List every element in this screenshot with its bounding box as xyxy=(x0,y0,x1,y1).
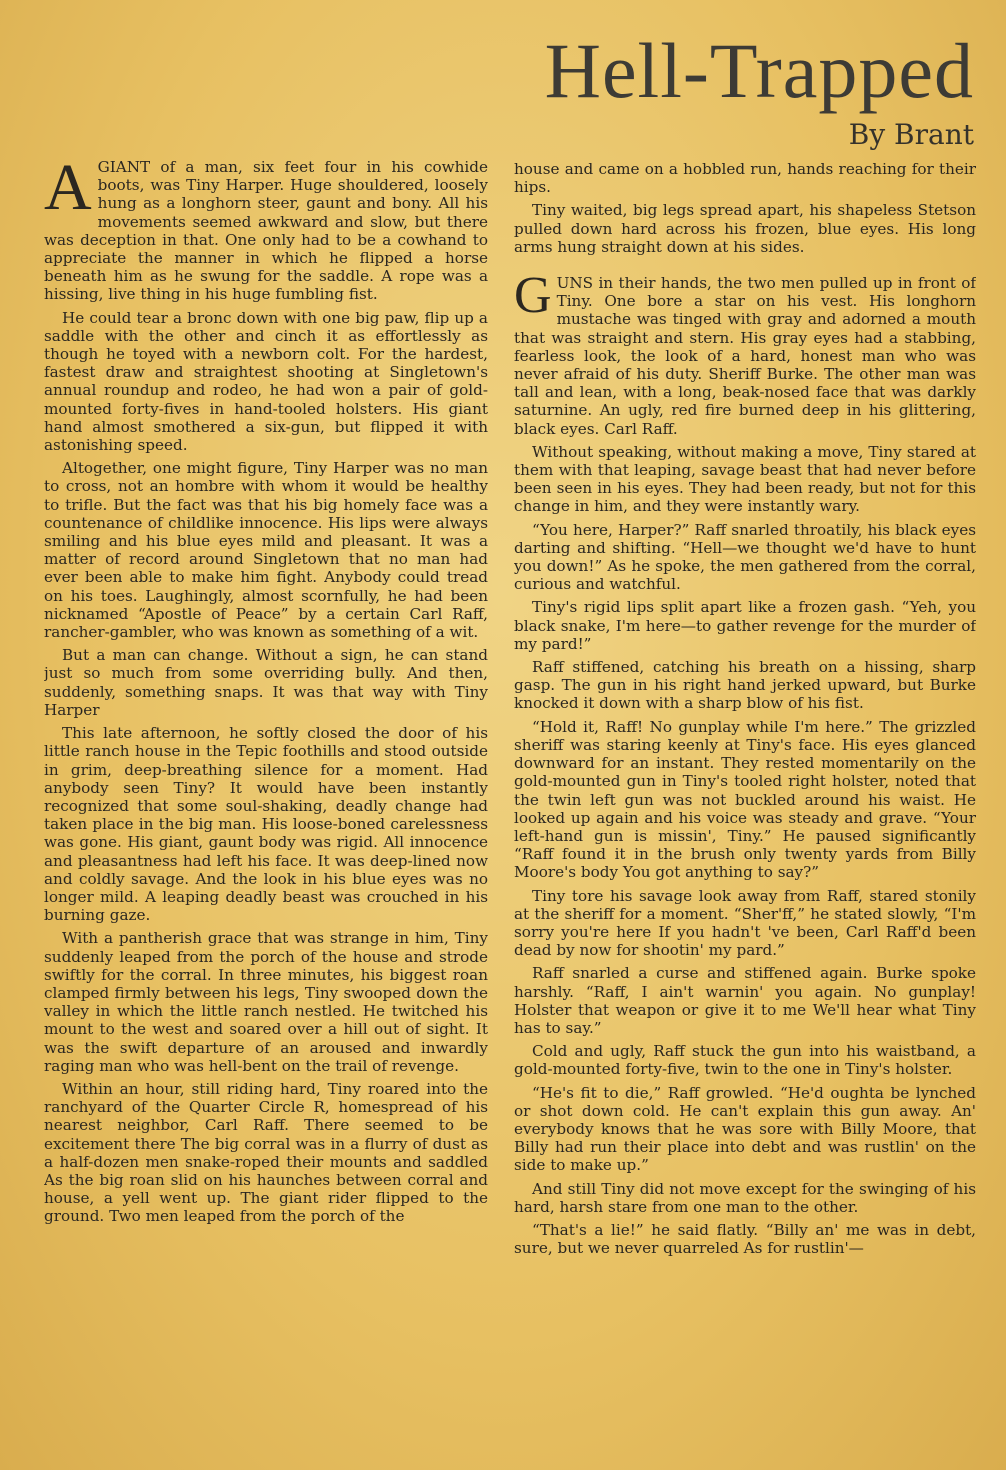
paragraph: Altogether, one might figure, Tiny Harper was no man to cross, not an hombre with whom it would be healthy to trifle. But the fact was that his big homely face was a countenance of childlike innocence. His lips were always smiling and his blue eyes mild and pleasant. It was a matter of record around Singletown that no man had ever been able to make him fight. Anybody could tread on his toes. Laughingly, almost scornfully, he had been nicknamed “Apostle of Peace” by a certain Carl Raff, rancher-gambler, who was known as something of a wit. xyxy=(44,459,488,642)
paragraph: Within an hour, still riding hard, Tiny roared into the ranchyard of the Quarter Circle R, homespread of his nearest neighbor, Carl Raff. There seemed to be excitement there The big corral was in a flurry of dust as a half-dozen men snake-roped their mounts and saddled As the big roan slid on his haunches between corral and house, a yell went up. The giant rider flipped to the ground. Two men leaped from the porch of the xyxy=(44,1079,488,1226)
paragraph: And still Tiny did not move except for the swinging of his hard, harsh stare from one man to the other. xyxy=(514,1179,976,1216)
author-byline: By Brant xyxy=(848,118,974,151)
paragraph: With a pantherish grace that was strange in him, Tiny suddenly leaped from the porch of the house and strode swiftly for the corral. In three minutes, his biggest roan clamped firmly between his legs, Tiny swooped down the valley in which the little ranch nestled. He twitched his mount to the west and soared over a hill out of sight. It was the swift departure of an aroused and inwardly raging man who was hell-bent on the trail of revenge. xyxy=(44,929,488,1075)
paragraph: Without speaking, without making a move, Tiny stared at them with that leaping, savage beast that had never before been seen in his eyes. They had been ready, but not for this change in him, and they were instantly wary. xyxy=(514,442,976,516)
paragraph: “You here, Harper?” Raff snarled throatily, his black eyes darting and shifting. “Hell—we thought we'd have to hunt you down!” As he spoke, the men gathered from the corral, curious and watchful. xyxy=(514,520,976,594)
paragraph-text: of a man, six feet four in his cowhide boots, was Tiny Harper. Huge shouldered, loosely hung as a longhorn steer, gaunt and bony. All his movements seemed awkward and slow, but there was deception in that. One only had to be a cowhand to appreciate the manner in which he flipped a horse beneath him as he swung for the saddle. A rope was a hissing, live thing in his huge fumbling fist. xyxy=(44,158,488,304)
paragraph-text: in their hands, the two men pulled up in front of Tiny. One bore a star on his vest. His longhorn mustache was tinged with gray and adorned a mouth that was straight and stern. His gray eyes had a stabbing, fearless look, the look of a hard, honest man who was never afraid of his duty. Sheriff Burke. The other man was tall and lean, with a long, beak-nosed face that was darkly saturnine. An ugly, red fire burned deep in his glittering, black eyes. Carl Raff. xyxy=(514,274,976,438)
paragraph: “He's fit to die,” Raff growled. “He'd oughta be lynched or shot down cold. He can't explain this gun away. An' everybody knows that he was sore with Billy Moore, that Billy had run their place into debt and was rustlin' on the side to make up.” xyxy=(514,1083,976,1175)
paragraph: “That's a lie!” he said flatly. “Billy an' me was in debt, sure, but we never quarreled As for rustlin'— xyxy=(514,1220,976,1258)
right-column xyxy=(514,160,976,1450)
paragraph: He could tear a bronc down with one big paw, flip up a saddle with the other and cinch it as effortlessly as though he toyed with a newborn colt. For the hardest, fastest draw and straightest shooting at Singletown's annual roundup and rodeo, he had won a pair of gold-mounted forty-fives in hand-tooled holsters. His giant hand almost smothered a six-gun, but flipped it with astonishing speed. xyxy=(44,308,488,455)
drop-cap: A xyxy=(44,158,92,224)
paragraph: Tiny's rigid lips split apart like a frozen gash. “Yeh, you black snake, I'm here—to gather revenge for the murder of my pard!” xyxy=(514,598,976,653)
story-title: Hell-Trapped xyxy=(544,27,974,114)
lead-in: UNS xyxy=(556,274,594,293)
paragraph xyxy=(44,158,488,304)
paragraph: Raff snarled a curse and stiffened again. Burke spoke harshly. “Raff, I ain't warnin' you again. No gunplay! Holster that weapon or give it to me We'll hear what Tiny has to say.” xyxy=(514,964,976,1037)
paragraph: “Hold it, Raff! No gunplay while I'm here.” The grizzled sheriff was staring keenly at Tiny's face. His eyes glanced downward for an instant. They rested momentarily on the gold-mounted gun in Tiny's tooled right holster, noted that the twin left gun was not buckled around his waist. He looked up again and his voice was steady and grave. “Your left-hand gun is missin', Tiny.” He paused significantly “Raff found it in the brush only twenty yards from Billy Moore's body You got anything to say?” xyxy=(514,717,976,882)
lead-in: GIANT xyxy=(97,158,151,176)
paragraph: But a man can change. Without a sign, he can stand just so much from some overriding bully. And then, suddenly, something snaps. It was that way with Tiny Harper xyxy=(44,646,488,719)
paragraph: This late afternoon, he softly closed the door of his little ranch house in the Tepic foothills and stood outside in grim, deep-breathing silence for a moment. Had anybody seen Tiny? It would have been instantly recognized that some soul-shaking, deadly change had taken place in the big man. His loose-boned carelessness was gone. His giant, gaunt body was rigid. All innocence and pleasantness had left his face. It was deep-lined now and coldly savage. And the look in his blue eyes was no longer mild. A leaping deadly beast was crouched in his burning gaze. xyxy=(44,724,488,925)
left-column xyxy=(44,158,488,1438)
drop-cap: G xyxy=(514,267,552,325)
paragraph: Tiny waited, big legs spread apart, his shapeless Stetson pulled down hard across his frozen, blue eyes. His long arms hung straight down at his sides. xyxy=(514,201,976,256)
paragraph: Cold and ugly, Raff stuck the gun into his waistband, a gold-mounted forty-five, twin to the one in Tiny's holster. xyxy=(514,1042,976,1079)
paragraph: house and came on a hobbled run, hands reaching for their hips. xyxy=(514,160,976,197)
paragraph xyxy=(514,267,976,438)
paragraph: Raff stiffened, catching his breath on a hissing, sharp gasp. The gun in his right hand jerked upward, but Burke knocked it down with a sharp blow of his fist. xyxy=(514,658,976,713)
paragraph: Tiny tore his savage look away from Raff, stared stonily at the sheriff for a moment. “Sher'ff,” he stated slowly, “I'm sorry you're here If you hadn't 've been, Carl Raff'd been dead by now for shootin' my pard.” xyxy=(514,886,976,960)
